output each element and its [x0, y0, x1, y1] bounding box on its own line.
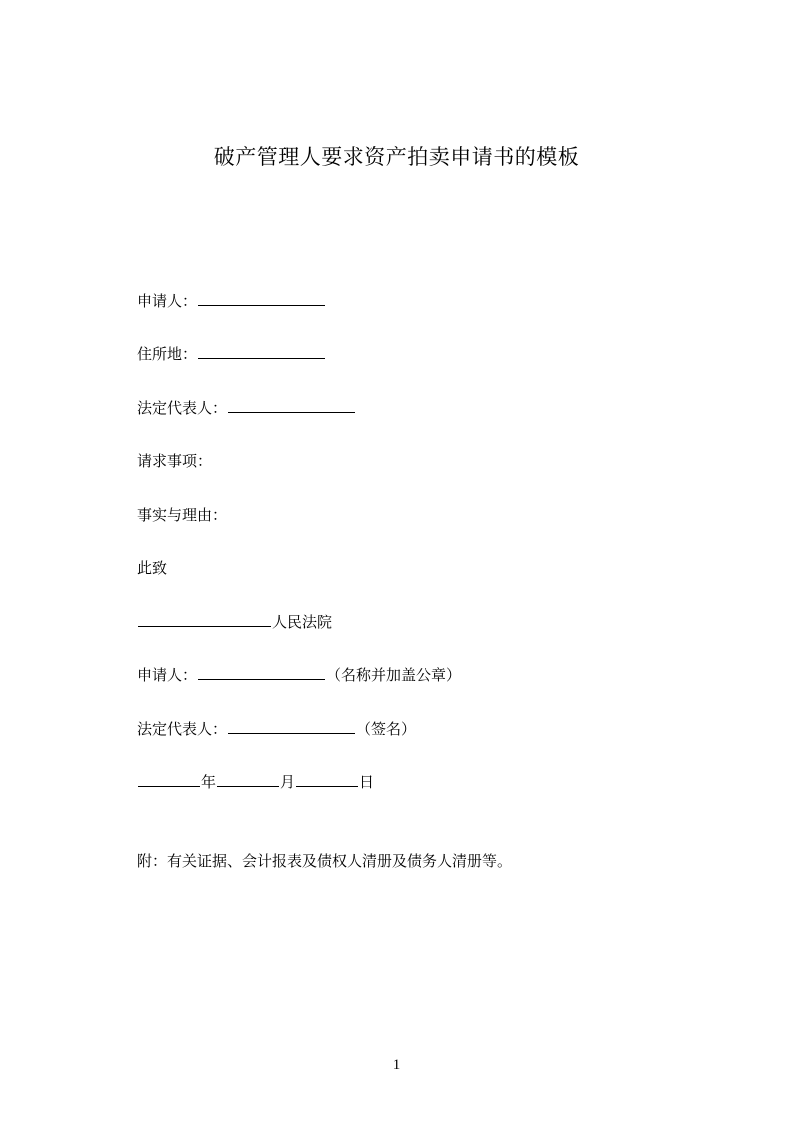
sign-applicant-line — [137, 664, 461, 686]
day-label: 日 — [359, 773, 375, 791]
page-number: 1 — [392, 1057, 401, 1073]
attachment-text: 附：有关证据、会计报表及债权人清册及债务人清册等。 — [137, 852, 513, 870]
legal-rep-blank — [228, 397, 355, 413]
sign-applicant-label: 申请人： — [137, 666, 198, 684]
sign-legal-rep-blank — [228, 718, 355, 734]
year-blank — [138, 771, 200, 787]
sign-applicant-note: （名称并加盖公章） — [326, 666, 462, 684]
court-line — [137, 611, 332, 633]
applicant-label: 申请人： — [137, 292, 198, 310]
court-suffix: 人民法院 — [272, 613, 333, 631]
sign-legal-rep-line — [137, 718, 416, 740]
legal-rep-label: 法定代表人： — [137, 399, 228, 417]
applicant-blank — [198, 290, 325, 306]
request-label: 请求事项： — [137, 452, 213, 470]
address-line — [137, 343, 326, 365]
salutation-text: 此致 — [137, 559, 168, 577]
facts-line — [137, 504, 227, 526]
attachment-line — [137, 850, 512, 872]
applicant-line — [137, 290, 326, 312]
day-blank — [296, 771, 358, 787]
sign-applicant-blank — [198, 664, 325, 680]
address-label: 住所地： — [137, 345, 198, 363]
month-label: 月 — [280, 773, 296, 791]
salutation-line — [137, 557, 167, 579]
date-line — [137, 771, 374, 793]
facts-label: 事实与理由： — [137, 506, 228, 524]
sign-legal-rep-label: 法定代表人： — [137, 720, 228, 738]
address-blank — [198, 343, 325, 359]
sign-legal-rep-note: （签名） — [356, 720, 417, 738]
legal-rep-line — [137, 397, 356, 419]
month-blank — [217, 771, 279, 787]
document-title: 破产管理人要求资产拍卖申请书的模板 — [213, 145, 580, 169]
request-line — [137, 450, 212, 472]
court-blank — [138, 611, 271, 627]
year-label: 年 — [201, 773, 217, 791]
